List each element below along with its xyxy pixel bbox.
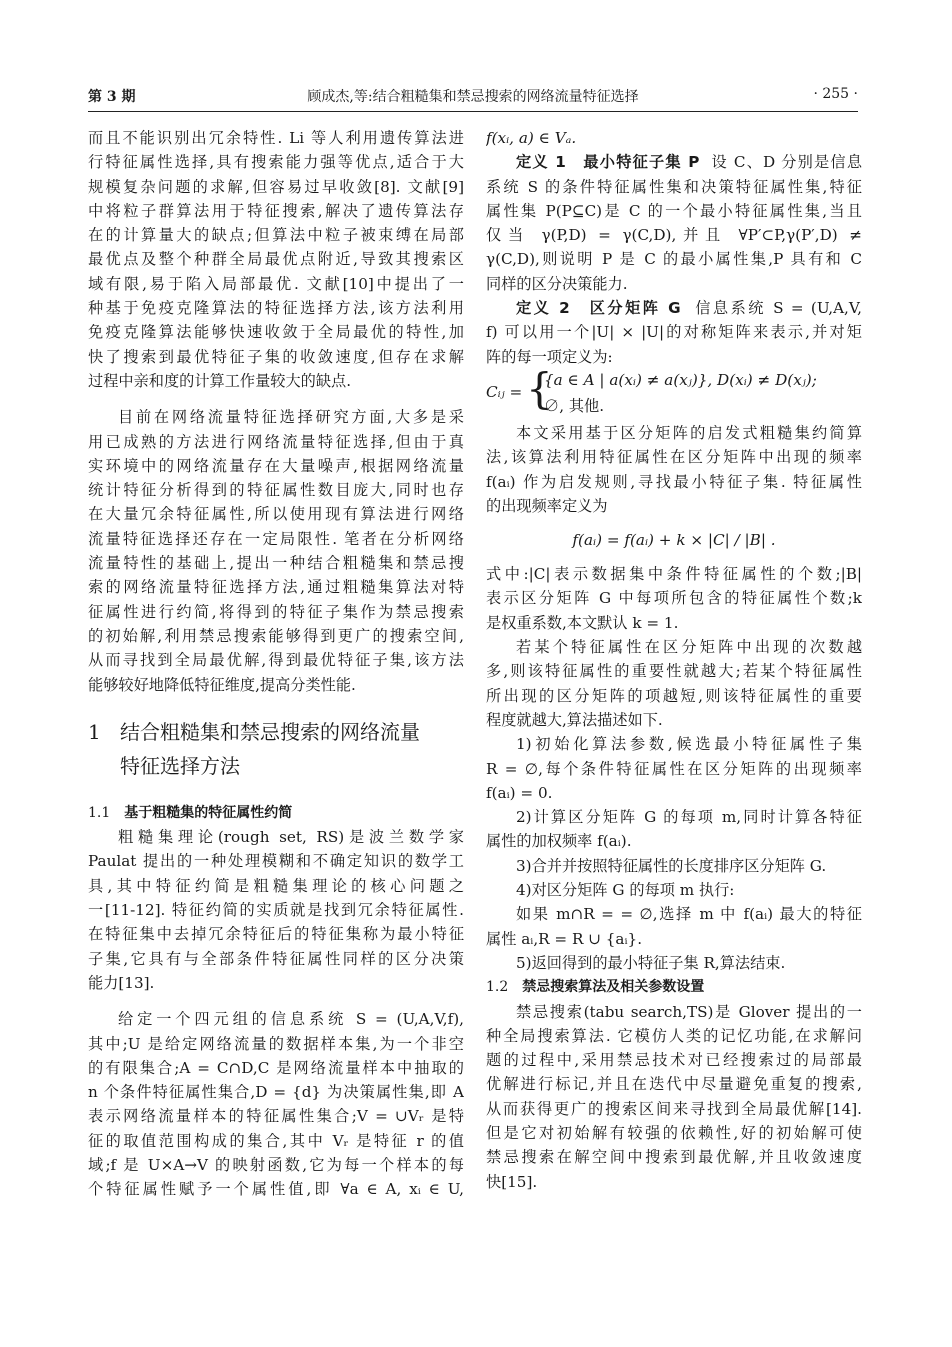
formula-lhs: Cᵢⱼ = <box>486 382 523 401</box>
text-line: 表示区分矩阵 G 中每项所包含的特征属性个数;k <box>486 589 862 608</box>
text-line: 粗糙集理论(rough set, RS)是波兰数学家 <box>118 828 464 847</box>
running-title: 顾成杰,等:结合粗糙集和禁忌搜索的网络流量特征选择 <box>307 89 639 105</box>
text-line: 从而寻找到全局最优解,得到最优特征子集,该方法 <box>88 651 464 670</box>
text-line: 本文采用基于区分矩阵的启发式粗糙集约简算 <box>516 423 862 442</box>
cij-formula <box>486 363 862 421</box>
text-line: 能够较好地降低特征维度,提高分类性能. <box>88 675 356 694</box>
text-line: 征属性进行约简,将得到的特征子集作为禁忌搜索 <box>88 602 464 621</box>
definition-1 <box>486 150 862 296</box>
issue-number: 第 3 期 <box>88 89 136 105</box>
left-column <box>88 126 464 1202</box>
text-line: 的初始解,利用禁忌搜索能够得到更广的搜索空间, <box>88 626 464 645</box>
text-line: 行特征属性选择,具有搜索能力强等优点,适合于大 <box>88 153 464 172</box>
text-line: 题的过程中,采用禁忌技术对已经搜索过的局部最 <box>486 1051 862 1070</box>
step-line: 3)合并并按照特征属性的长度排序区分矩阵 G. <box>516 856 827 875</box>
text-line: 在的计算量大的缺点;但算法中粒子被束缚在局部 <box>88 226 464 245</box>
text-line: 其中;U 是给定网络流量的数据样本集,为一个非空 <box>88 1034 464 1053</box>
section-heading <box>88 715 464 783</box>
text-line: 从而获得更广的搜索区间来寻找到全局最优解[14]. <box>486 1099 862 1118</box>
text-line: f(aᵢ) 作为启发规则,寻找最小特征子集. 特征属性 <box>486 472 862 491</box>
text-line: 式中:|C|表示数据集中条件特征属性的个数;|B| <box>486 565 862 584</box>
definition-label: 定义 2 区分矩阵 G <box>516 299 681 318</box>
text-line: 的有限集合;A = C∩D,C 是网络流量样本中抽取的 <box>88 1058 464 1077</box>
step-line: 5)返回得到的最小特征子集 R,算法结束. <box>516 953 786 972</box>
text-line: 征的取值范围构成的集合,其中 Vᵣ 是特征 r 的值 <box>88 1131 464 1150</box>
step-line: 1)初始化算法参数,候选最小特征属性子集 <box>516 735 862 754</box>
subsection-title: 基于粗糙集的特征属性约简 <box>124 804 293 821</box>
text-line: 个特征属性赋予一个属性值,即 ∀a ∈ A, xᵢ ∈ U, <box>88 1180 464 1199</box>
text-line: 若某个特征属性在区分矩阵中出现的次数越 <box>516 638 862 657</box>
text-line: 具,其中特征约简是粗糙集理论的核心问题之 <box>88 876 464 895</box>
step-line: 2)计算区分矩阵 G 的每项 m,同时计算各特征 <box>516 808 862 827</box>
right-column <box>486 126 862 1194</box>
text-line: f(xᵢ, a) ∈ Vₐ. <box>486 129 577 147</box>
section-number: 1 <box>88 719 101 744</box>
text-line: 种基于免疫克隆算法的特征选择方法,该方法利用 <box>88 299 464 318</box>
section-title: 结合粗糙集和禁忌搜索的网络流量 <box>120 719 420 744</box>
subsection-number: 1.2 <box>486 979 509 996</box>
text-line: 同样的区分决策能力. <box>486 274 628 293</box>
text-line: 所出现的区分矩阵的项越短,则该特征属性的重要 <box>486 686 862 705</box>
formula-case-2: ∅, 其他. <box>544 396 605 415</box>
step-line: 4)对区分矩阵 G 的每项 m 执行: <box>516 881 735 900</box>
text-line: 表示网络流量样本的特征属性集合;V = ∪Vᵣ 是特 <box>88 1107 464 1126</box>
step-line: R = ∅,每个条件特征属性在区分矩阵的出现频率 <box>486 759 862 778</box>
text-line: 种全局搜索算法. 它模仿人类的记忆功能,在求解问 <box>486 1026 862 1045</box>
text-line: γ(C,D),则说明 P 是 C 的最小属性集,P 具有和 C <box>486 250 862 269</box>
subsection-title: 禁忌搜索算法及相关参数设置 <box>522 979 705 996</box>
text-line: 信息系统 S = (U,A,V, <box>695 299 862 318</box>
text-line: 给定一个四元组的信息系统 S = (U,A,V,f), <box>118 1010 464 1029</box>
text-line: 禁忌搜索(tabu search,TS)是 Glover 提出的一 <box>516 1002 862 1021</box>
text-line: 用已成熟的方法进行网络流量特征选择,但由于真 <box>88 432 464 451</box>
text-line: 程度就越大,算法描述如下. <box>486 710 663 729</box>
step-line: f(aᵢ) = 0. <box>486 783 553 802</box>
text-line: 域;f 是 U×A→V 的映射函数,它为每一个样本的每 <box>88 1155 464 1174</box>
text-line: 而且不能识别出冗余特性. Li 等人利用遗传算法进 <box>88 129 464 147</box>
section-title: 特征选择方法 <box>120 753 240 778</box>
text-line: 统计特征分析得到的特征属性数目庞大,同时也存 <box>88 481 464 500</box>
paragraph <box>486 562 862 635</box>
text-line: 过程中亲和度的计算工作量较大的缺点. <box>88 371 352 390</box>
paragraph <box>486 421 862 518</box>
text-line: 多,则该特征属性的重要性就越大;若某个特征属性 <box>486 662 862 681</box>
header-rule <box>88 111 858 112</box>
step-line: 属性 aᵢ,R = R ∪ {aᵢ}. <box>486 929 643 948</box>
page-number: · 255 · <box>813 86 858 102</box>
text-line: 规模复杂问题的求解,但容易过早收敛[8]. 文献[9] <box>88 177 464 196</box>
text-line: 免疫克隆算法能够快速收敛于全局最优的特性,加 <box>88 323 464 342</box>
text-line: 域有限,易于陷入局部最优. 文献[10]中提出了一 <box>88 274 464 293</box>
text-line: 但是它对初始解有较强的依赖性,好的初始解可使 <box>486 1123 862 1142</box>
text-line: 在特征集中去掉冗余特征后的特征集称为最小特征 <box>88 925 464 944</box>
text-line: 禁忌搜索在解空间中搜索到最优解,并且收敛速度 <box>486 1148 862 1167</box>
text-line: 能力[13]. <box>88 973 155 992</box>
subsection-heading <box>486 975 862 999</box>
text-line: 实环境中的网络流量存在大量噪声,根据网络流量 <box>88 456 464 475</box>
paragraph <box>88 405 464 697</box>
definition-2 <box>486 296 862 369</box>
paragraph <box>486 635 862 732</box>
text-line: 的出现频率定义为 <box>486 496 608 515</box>
text-line: n 个条件特征属性集合,D = {d} 为决策属性集,即 A <box>88 1083 464 1102</box>
paragraph <box>88 1007 464 1201</box>
text-line: 属性集 P(P⊆C)是 C 的一个最小特征属性集,当且 <box>486 201 862 220</box>
paragraph <box>486 1000 862 1194</box>
definition-label: 定义 1 最小特征子集 P <box>516 153 700 172</box>
algorithm-steps <box>486 732 862 975</box>
step-line: 属性的加权频率 f(aᵢ). <box>486 832 632 851</box>
step-line: 如果 m∩R = = ∅,选择 m 中 f(aᵢ) 最大的特征 <box>516 905 862 924</box>
text-line: 目前在网络流量特征选择研究方面,大多是采 <box>118 408 464 427</box>
text-line: 中将粒子群算法用于特征搜索,解决了遗传算法存 <box>88 201 464 220</box>
frequency-formula: f(aᵢ) = f(aᵢ) + k × |C| / |B| . <box>572 531 776 550</box>
text-line: 法,该算法利用特征属性在区分矩阵中出现的频率 <box>486 448 862 467</box>
text-line: 阵的每一项定义为: <box>486 347 613 366</box>
formula-case-1: {a ∈ A | a(xᵢ) ≠ a(xⱼ)}, D(xᵢ) ≠ D(xⱼ); <box>544 370 817 389</box>
text-line: 是权重系数,本文默认 k = 1. <box>486 613 679 632</box>
subsection-heading <box>88 801 464 825</box>
brace-icon: { <box>526 363 553 413</box>
text-line: 快了搜索到最优特征子集的收敛速度,但存在求解 <box>88 347 464 366</box>
paragraph <box>88 825 464 995</box>
text-line: 流量特征选择还存在一定局限性. 笔者在分析网络 <box>88 529 464 548</box>
text-line: 优解进行标记,并且在迭代中尽量避免重复的搜索, <box>486 1075 862 1094</box>
text-line: Paulat 提出的一种处理模糊和不确定知识的数学工 <box>88 852 464 871</box>
text-line: 在大量冗余特征属性,所以使用现有算法进行网络 <box>88 505 464 524</box>
text-line: 快[15]. <box>486 1172 538 1191</box>
text-line: 系统 S 的条件特征属性集和决策特征属性集,特征 <box>486 177 862 196</box>
text-line: 仅当 γ(P,D) = γ(C,D),并且 ∀P′⊂P,γ(P′,D) ≠ <box>486 226 862 245</box>
subsection-number: 1.1 <box>88 804 111 821</box>
text-line: 一[11-12]. 特征约简的实质就是找到冗余特征属性. <box>88 901 464 920</box>
text-line: 流量特性的基础上,提出一种结合粗糙集和禁忌搜 <box>88 554 464 573</box>
text-line: 子集,它具有与全部条件特征属性同样的区分决策 <box>88 949 464 968</box>
paragraph <box>88 126 464 393</box>
text-line: 索的网络流量特征选择方法,通过粗糙集算法对特 <box>88 578 464 597</box>
text-line: 设 C、D 分别是信息 <box>711 153 862 172</box>
text-line: f) 可以用一个|U| × |U|的对称矩阵来表示,并对矩 <box>486 323 862 342</box>
running-header <box>88 86 858 110</box>
text-line: 最优点及整个种群全局最优点附近,导致其搜索区 <box>88 250 464 269</box>
